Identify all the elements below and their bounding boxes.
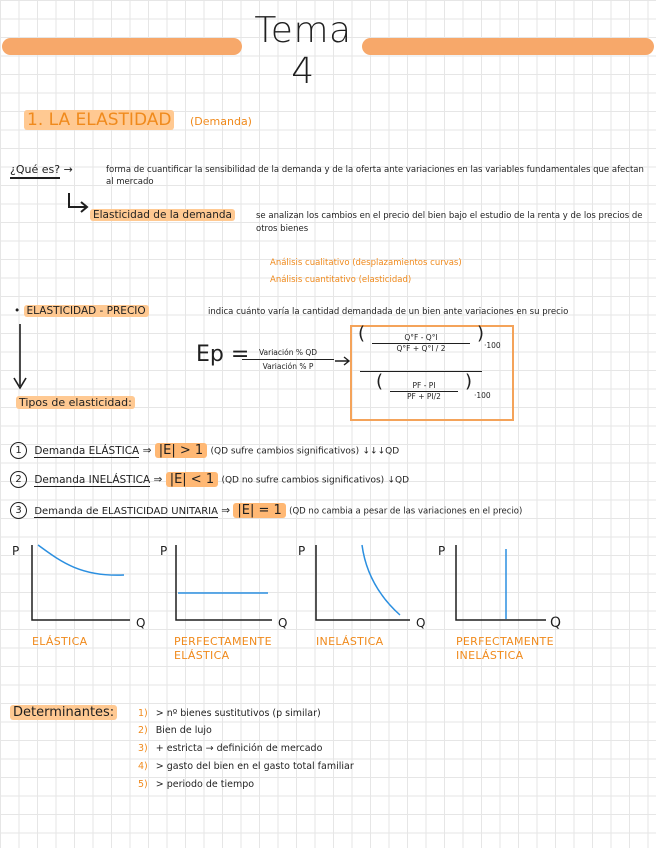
- analisis-cuantitativo: Análisis cuantitativo (elasticidad): [270, 275, 412, 285]
- tipo-name: Demanda INELÁSTICA: [34, 473, 151, 486]
- graph-perfectamente-elastica: [160, 544, 287, 630]
- determinante-1: 1) > nº bienes sustitutivos (p similar): [138, 708, 321, 719]
- graph-label-inelastica: INELÁSTICA: [316, 635, 384, 648]
- times100-bottom: ·100: [474, 391, 491, 400]
- graph-p-label: P: [438, 544, 446, 558]
- elasticidad-precio-label: • ELASTICIDAD - PRECIO: [14, 305, 149, 317]
- determinante-2: 2) Bien de lujo: [138, 725, 212, 736]
- down-arrow-icon: [10, 322, 30, 392]
- page-title: Tema 4: [254, 10, 352, 92]
- formula-p-fraction: ( PF - PI PF + PI/2 ): [376, 371, 472, 401]
- formula-box: [350, 325, 514, 421]
- arrow-icon: ⇒: [153, 473, 166, 486]
- graph-q-label: Q: [278, 616, 288, 630]
- graph-label-elastica: ELÁSTICA: [32, 635, 88, 648]
- tipo-note: (QD no sufre cambios significativos): [221, 475, 385, 486]
- section-heading-text: 1. LA ELASTIDAD: [24, 110, 174, 130]
- formula-p-den: PF + PI/2: [407, 392, 441, 401]
- tipo-cond: |E| = 1: [233, 503, 285, 518]
- curve-elastica: [38, 545, 124, 575]
- arrow-right-icon: →: [63, 163, 73, 176]
- elasticidad-precio-definition: indica cuánto varía la cantidad demandada de un bien ante variaciones en su precio: [208, 307, 569, 317]
- determinante-4: 4) > gasto del bien en el gasto total familiar: [138, 761, 354, 772]
- hook-arrow-icon: [66, 192, 90, 216]
- num-circle: 1: [10, 442, 27, 459]
- curve-inelastica: [362, 545, 400, 615]
- tipo-1: [10, 442, 399, 459]
- determinante-5: 5) > periodo de tiempo: [138, 779, 255, 790]
- header-bar-right: [362, 38, 654, 55]
- ep-fraction: [242, 348, 334, 371]
- graph-label-perfectamente-inelastica: PERFECTAMENTE INELÁSTICA: [456, 635, 554, 662]
- arrow-icon: ⇒: [221, 504, 234, 517]
- analisis-cualitativo: Análisis cualitativo (desplazamientos curvas): [270, 258, 462, 268]
- elasticidad-demanda-definition: se analizan los cambios en el precio del bien bajo el estudio de la renta y de los precios de otros bienes: [256, 211, 643, 234]
- tipo-3: [10, 502, 522, 519]
- graph-q-label: Q: [550, 615, 562, 631]
- tipo-name: Demanda ELÁSTICA: [34, 444, 140, 457]
- formula-q-num: Q°F - Q°I: [372, 333, 470, 344]
- graph-elastica: [12, 544, 145, 630]
- tipo-cond: |E| > 1: [155, 443, 207, 458]
- formula-q-den: Q°F + Q°I / 2: [396, 344, 446, 353]
- que-es-label: ¿Qué es? →: [10, 163, 73, 176]
- times100-top: ·100: [484, 341, 501, 350]
- section-heading: [24, 110, 174, 130]
- graph-q-label: Q: [136, 616, 146, 630]
- ep-symbol: Ep =: [196, 342, 250, 367]
- elasticidad-demanda-label: Elasticidad de la demanda: [90, 209, 235, 221]
- num-circle: 3: [10, 502, 27, 519]
- tipo-effect: ↓QD: [387, 475, 410, 486]
- tipo-2: [10, 471, 409, 488]
- section-subheading: (Demanda): [190, 115, 252, 128]
- tipo-cond: |E| < 1: [166, 472, 218, 487]
- formula-p-num: PF - PI: [390, 381, 458, 392]
- header-bar-left: [2, 38, 242, 55]
- graph-inelastica: [298, 544, 425, 630]
- tipo-note: (QD sufre cambios significativos): [210, 446, 360, 457]
- graph-label-perfectamente-elastica: PERFECTAMENTE ELÁSTICA: [174, 635, 272, 662]
- graph-perfectamente-inelastica: [438, 544, 561, 631]
- que-es-definition: forma de cuantificar la sensibilidad de la demanda y de la oferta ante variaciones en las variables fundamentales que afectan al mercado: [106, 165, 644, 187]
- num-circle: 2: [10, 471, 27, 488]
- tipo-effect: ↓↓↓QD: [362, 446, 400, 457]
- determinantes-label: Determinantes:: [10, 705, 117, 720]
- graph-q-label: Q: [416, 616, 426, 630]
- tipos-label: Tipos de elasticidad:: [16, 396, 135, 409]
- graph-p-label: P: [12, 544, 20, 558]
- ep-fraction-top: Variación % QD: [242, 348, 334, 360]
- tipo-note: (QD no cambia a pesar de las variaciones en el precio): [289, 506, 523, 517]
- graph-p-label: P: [160, 544, 168, 558]
- determinante-3: 3) + estricta → definición de mercado: [138, 743, 323, 754]
- tipo-name: Demanda de ELASTICIDAD UNITARIA: [34, 505, 218, 517]
- arrow-icon: ⇒: [142, 444, 155, 457]
- graphs-panel: [0, 535, 656, 635]
- ep-fraction-bottom: Variación % P: [262, 362, 314, 371]
- formula-q-fraction: ( Q°F - Q°I Q°F + Q°I / 2 ): [358, 323, 484, 353]
- graph-p-label: P: [298, 544, 306, 558]
